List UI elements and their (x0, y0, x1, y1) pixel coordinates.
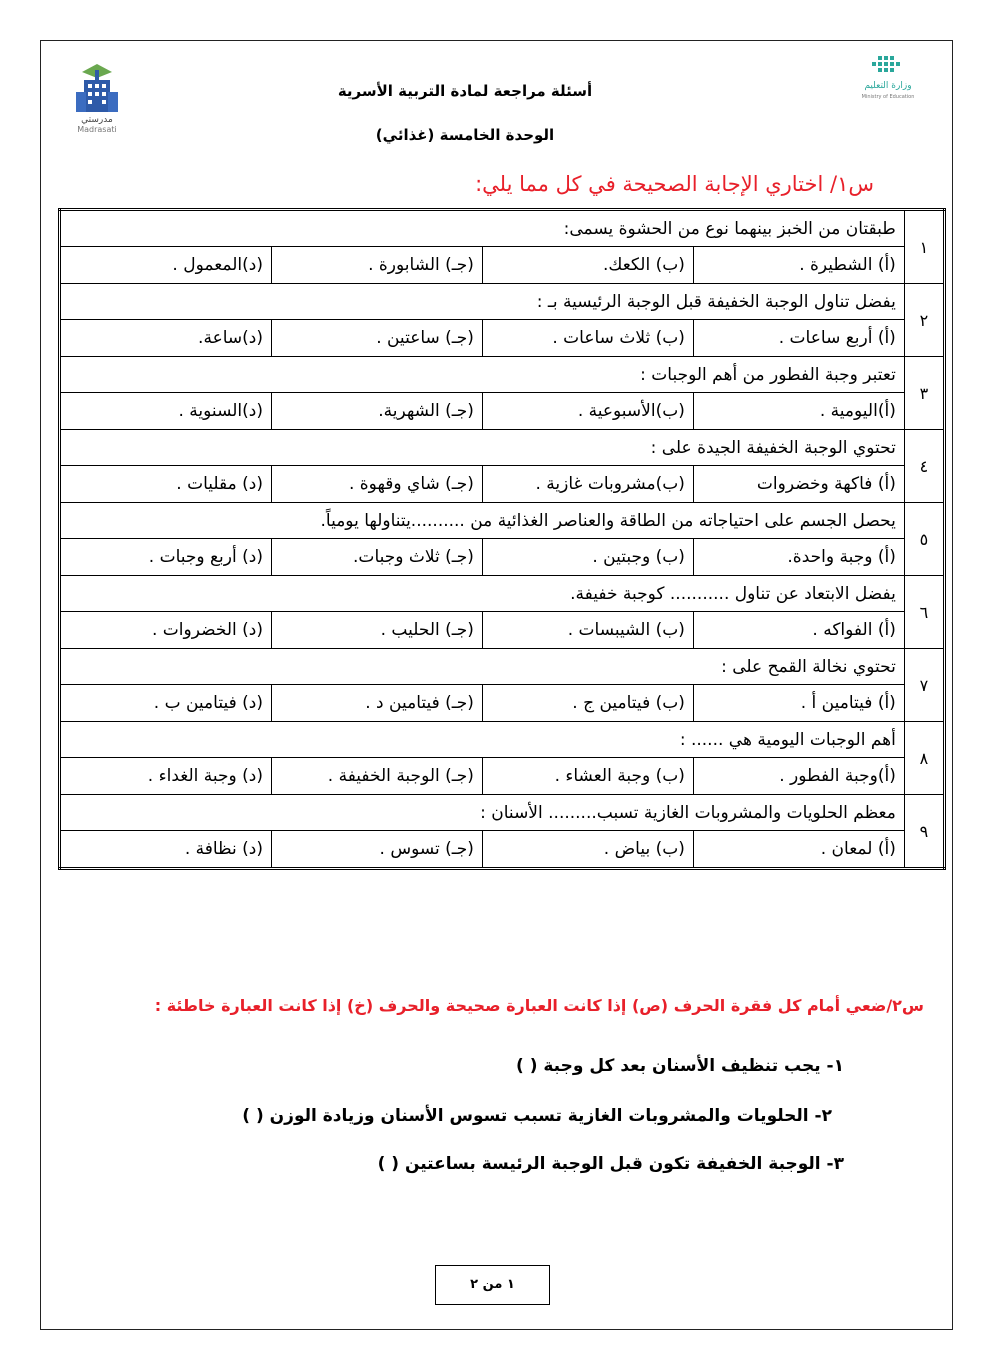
true-false-item-1[interactable]: ١- يجب تنظيف الأسنان بعد كل وجبة ( ) (516, 1056, 844, 1076)
option-d[interactable]: (د) أربع وجبات . (60, 539, 272, 576)
option-c[interactable]: (جـ) الشهرية. (271, 393, 482, 430)
question-row (60, 503, 945, 539)
question-row (60, 357, 945, 393)
option-a[interactable]: (أ) وجبة واحدة. (693, 539, 904, 576)
option-c[interactable]: (جـ) الشابورة . (271, 247, 482, 284)
question-row (60, 649, 945, 685)
question-row (60, 576, 945, 612)
option-c[interactable]: (جـ) الحليب . (271, 612, 482, 649)
options-row (60, 247, 945, 284)
madrasati-logo (62, 58, 132, 136)
document-title: أسئلة مراجعة لمادة التربية الأسرية (337, 82, 593, 100)
option-b[interactable]: (ب) ثلاث ساعات . (482, 320, 693, 357)
ministry-logo (858, 54, 918, 104)
options-row (60, 758, 945, 795)
true-false-item-3[interactable]: ٣- الوجبة الخفيفة تكون قبل الوجبة الرئيسة بساعتين ( ) (377, 1154, 844, 1174)
option-c[interactable]: (جـ) ساعتين . (271, 320, 482, 357)
question-2-title: س٢/ضعي أمام كل فقرة الحرف (ص) إذا كانت العبارة صحيحة والحرف (خ) إذا كانت العبارة خاطئة : (154, 996, 924, 1015)
multiple-choice-table (58, 208, 946, 870)
options-row (60, 393, 945, 430)
option-d[interactable]: (د)ساعة. (60, 320, 272, 357)
page-number-box: ١ من ٢ (435, 1265, 550, 1305)
madrasati-logo-ar: مدرستي (81, 115, 113, 125)
option-b[interactable]: (ب) بياض . (482, 831, 693, 869)
question-number: ٦ (904, 576, 944, 649)
question-number: ٨ (904, 722, 944, 795)
option-b[interactable]: (ب)مشروبات غازية . (482, 466, 693, 503)
option-a[interactable]: (أ) أربع ساعات . (693, 320, 904, 357)
options-row (60, 320, 945, 357)
option-b[interactable]: (ب) الشيبسات . (482, 612, 693, 649)
options-row (60, 539, 945, 576)
question-text: طبقتان من الخبز بينهما نوع من الحشوة يسمى: (60, 210, 905, 247)
option-d[interactable]: (د) فيتامين ب . (60, 685, 272, 722)
option-c[interactable]: (جـ) ثلاث وجبات. (271, 539, 482, 576)
option-b[interactable]: (ب) وجبتين . (482, 539, 693, 576)
option-d[interactable]: (د) نظافة . (60, 831, 272, 869)
question-text: تحتوي الوجبة الخفيفة الجيدة على : (60, 430, 905, 466)
ministry-logo-ar: وزارة التعليم (864, 81, 912, 91)
option-c[interactable]: (جـ) شاي وقهوة . (271, 466, 482, 503)
option-a[interactable]: (أ)اليومية . (693, 393, 904, 430)
option-b[interactable]: (ب) فيتامين ج . (482, 685, 693, 722)
question-number: ٧ (904, 649, 944, 722)
option-d[interactable]: (د) مقليات . (60, 466, 272, 503)
question-row (60, 795, 945, 831)
question-text: يحصل الجسم على احتياجاته من الطاقة والعناصر الغذائية من ..........يتناولها يومياً. (60, 503, 905, 539)
true-false-item-2[interactable]: ٢- الحلويات والمشروبات الغازية تسبب تسوس الأسنان وزيادة الوزن ( ) (242, 1106, 832, 1126)
option-a[interactable]: (أ) لمعان . (693, 831, 904, 869)
question-text: تعتبر وجبة الفطور من أهم الوجبات : (60, 357, 905, 393)
ministry-logo-en: Ministry of Education (861, 94, 915, 100)
question-row (60, 430, 945, 466)
option-b[interactable]: (ب) الكعك. (482, 247, 693, 284)
options-row (60, 831, 945, 869)
question-number: ١ (904, 210, 944, 284)
option-d[interactable]: (د) الخضروات . (60, 612, 272, 649)
question-number: ٥ (904, 503, 944, 576)
question-1-title: س١/ اختاري الإجابة الصحيحة في كل مما يلي: (475, 172, 874, 196)
question-row (60, 284, 945, 320)
option-a[interactable]: (أ)وجبة الفطور . (693, 758, 904, 795)
option-a[interactable]: (أ) فيتامين أ . (693, 685, 904, 722)
option-d[interactable]: (د) وجبة الغداء . (60, 758, 272, 795)
option-b[interactable]: (ب)الأسبوعية . (482, 393, 693, 430)
question-number: ٩ (904, 795, 944, 869)
option-a[interactable]: (أ) فاكهة وخضروات (693, 466, 904, 503)
question-text: يفضل تناول الوجبة الخفيفة قبل الوجبة الرئيسية بـ : (60, 284, 905, 320)
unit-title: الوحدة الخامسة (غذائي) (375, 126, 555, 144)
option-a[interactable]: (أ) الشطيرة . (693, 247, 904, 284)
option-c[interactable]: (جـ) تسوس . (271, 831, 482, 869)
madrasati-logo-en: Madrasati (77, 125, 117, 134)
option-c[interactable]: (جـ) الوجبة الخفيفة . (271, 758, 482, 795)
option-d[interactable]: (د)السنوية . (60, 393, 272, 430)
question-text: معظم الحلويات والمشروبات الغازية تسبب......... الأسنان : (60, 795, 905, 831)
question-text: تحتوي نخالة القمح على : (60, 649, 905, 685)
options-row (60, 612, 945, 649)
question-row (60, 722, 945, 758)
question-number: ٢ (904, 284, 944, 357)
question-number: ٤ (904, 430, 944, 503)
question-text: يفضل الابتعاد عن تناول ........... كوجبة خفيفة. (60, 576, 905, 612)
option-b[interactable]: (ب) وجبة العشاء . (482, 758, 693, 795)
option-c[interactable]: (جـ) فيتامين د . (271, 685, 482, 722)
option-d[interactable]: (د)المعمول . (60, 247, 272, 284)
option-a[interactable]: (أ) الفواكه . (693, 612, 904, 649)
question-row (60, 210, 945, 247)
options-row (60, 466, 945, 503)
question-number: ٣ (904, 357, 944, 430)
options-row (60, 685, 945, 722)
question-text: أهم الوجبات اليومية هي ...... : (60, 722, 905, 758)
